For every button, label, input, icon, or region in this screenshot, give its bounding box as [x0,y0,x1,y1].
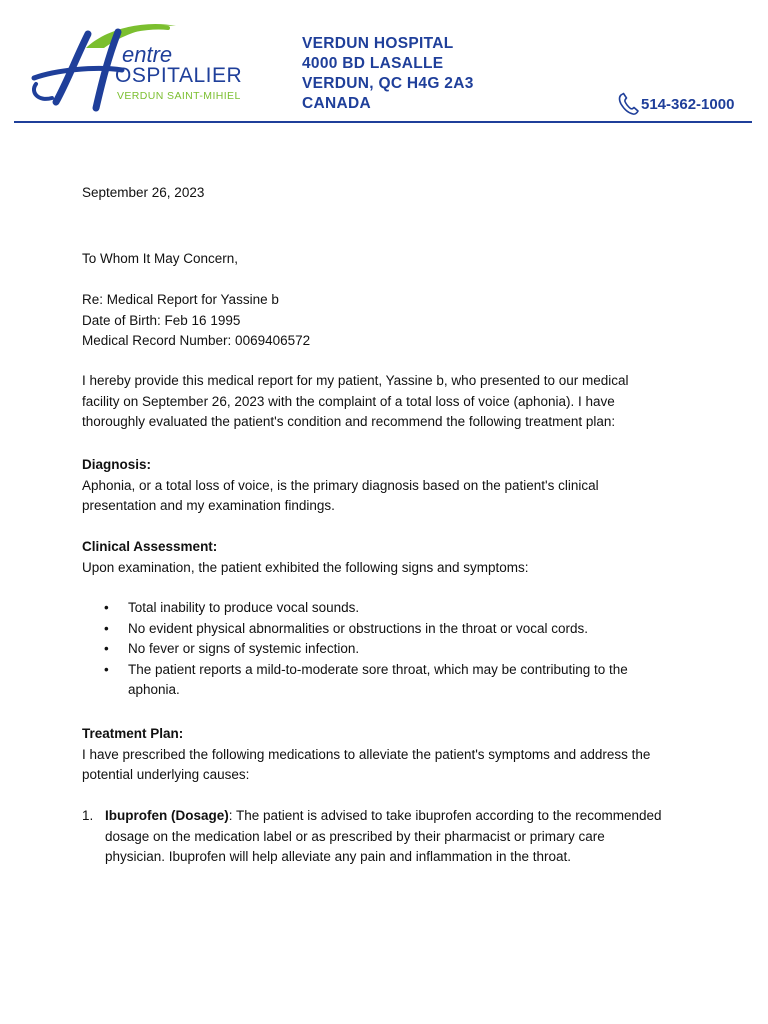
address-line: 4000 BD LASALLE [302,55,444,72]
treatment-plan-section [82,724,712,786]
reference-block [82,290,712,352]
bullet-icon: • [104,620,109,636]
letter-greeting: To Whom It May Concern, [82,251,239,266]
list-item-text: : The patient is advised to take ibuprofen according to the recommended [228,808,662,823]
clinical-heading: Clinical Assessment: [82,539,218,554]
clinical-assessment-section [82,537,712,578]
logo-text-hospitalier: OSPITALIER [115,64,243,87]
header-divider [14,121,752,123]
hospital-phone [617,92,734,116]
paragraph-line: presentation and my examination findings. [82,498,335,513]
re-line: Re: Medical Report for Yassine b [82,292,279,307]
logo-text-centre: entre [122,42,173,67]
list-item-text: Total inability to produce vocal sounds. [128,600,360,615]
paragraph-line: facility on September 26, 2023 with the complaint of a total loss of voice (aphonia). I have [82,393,615,409]
list-item-text: aphonia. [128,682,180,697]
clinical-intro: Upon examination, the patient exhibited the following signs and symptoms: [82,559,529,575]
logo-text-verdun: VERDUN SAINT-MIHIEL [117,90,241,102]
list-item [82,598,712,619]
record-number-line: Medical Record Number: 0069406572 [82,333,311,348]
list-item-text: No fever or signs of systemic infection. [128,641,360,656]
list-number: 1. [82,808,94,823]
hospital-logo [26,18,258,114]
list-item [82,639,712,660]
phone-icon [617,92,639,116]
diagnosis-section [82,455,712,517]
paragraph-line: potential underlying causes: [82,767,250,782]
list-item [82,806,712,868]
intro-paragraph [82,371,712,433]
medication-list [82,806,712,868]
address-line: VERDUN HOSPITAL [302,35,454,52]
phone-number: 514-362-1000 [641,95,735,113]
list-item-text: physician. Ibuprofen will help alleviate any pain and inflammation in the throat. [105,849,572,864]
diagnosis-heading: Diagnosis: [82,457,152,472]
address-line: CANADA [302,95,371,112]
list-item-text: The patient reports a mild-to-moderate sore throat, which may be contributing to the [128,661,628,677]
dob-line: Date of Birth: Feb 16 1995 [82,312,241,328]
medication-title: Ibuprofen (Dosage) [105,808,229,823]
list-item-text: No evident physical abnormalities or obstructions in the throat or vocal cords. [128,620,588,636]
list-item-text: dosage on the medication label or as prescribed by their pharmacist or primary care [105,828,605,844]
paragraph-line: I hereby provide this medical report for my patient, Yassine b, who presented to our medical [82,373,629,388]
hospital-address [302,34,474,114]
paragraph-line: I have prescribed the following medications to alleviate the patient's symptoms and address the [82,746,651,762]
address-line: VERDUN, QC H4G 2A3 [302,75,474,92]
paragraph-line: thoroughly evaluated the patient's condition and recommend the following treatment plan: [82,414,616,429]
list-item [82,619,712,640]
treatment-heading: Treatment Plan: [82,726,184,741]
bullet-icon: • [104,661,109,677]
list-item [82,660,712,701]
paragraph-line: Aphonia, or a total loss of voice, is the primary diagnosis based on the patient's clinical [82,477,599,493]
symptom-list [82,598,712,701]
bullet-icon: • [104,641,109,656]
bullet-icon: • [104,600,109,615]
letter-date: September 26, 2023 [82,185,205,200]
